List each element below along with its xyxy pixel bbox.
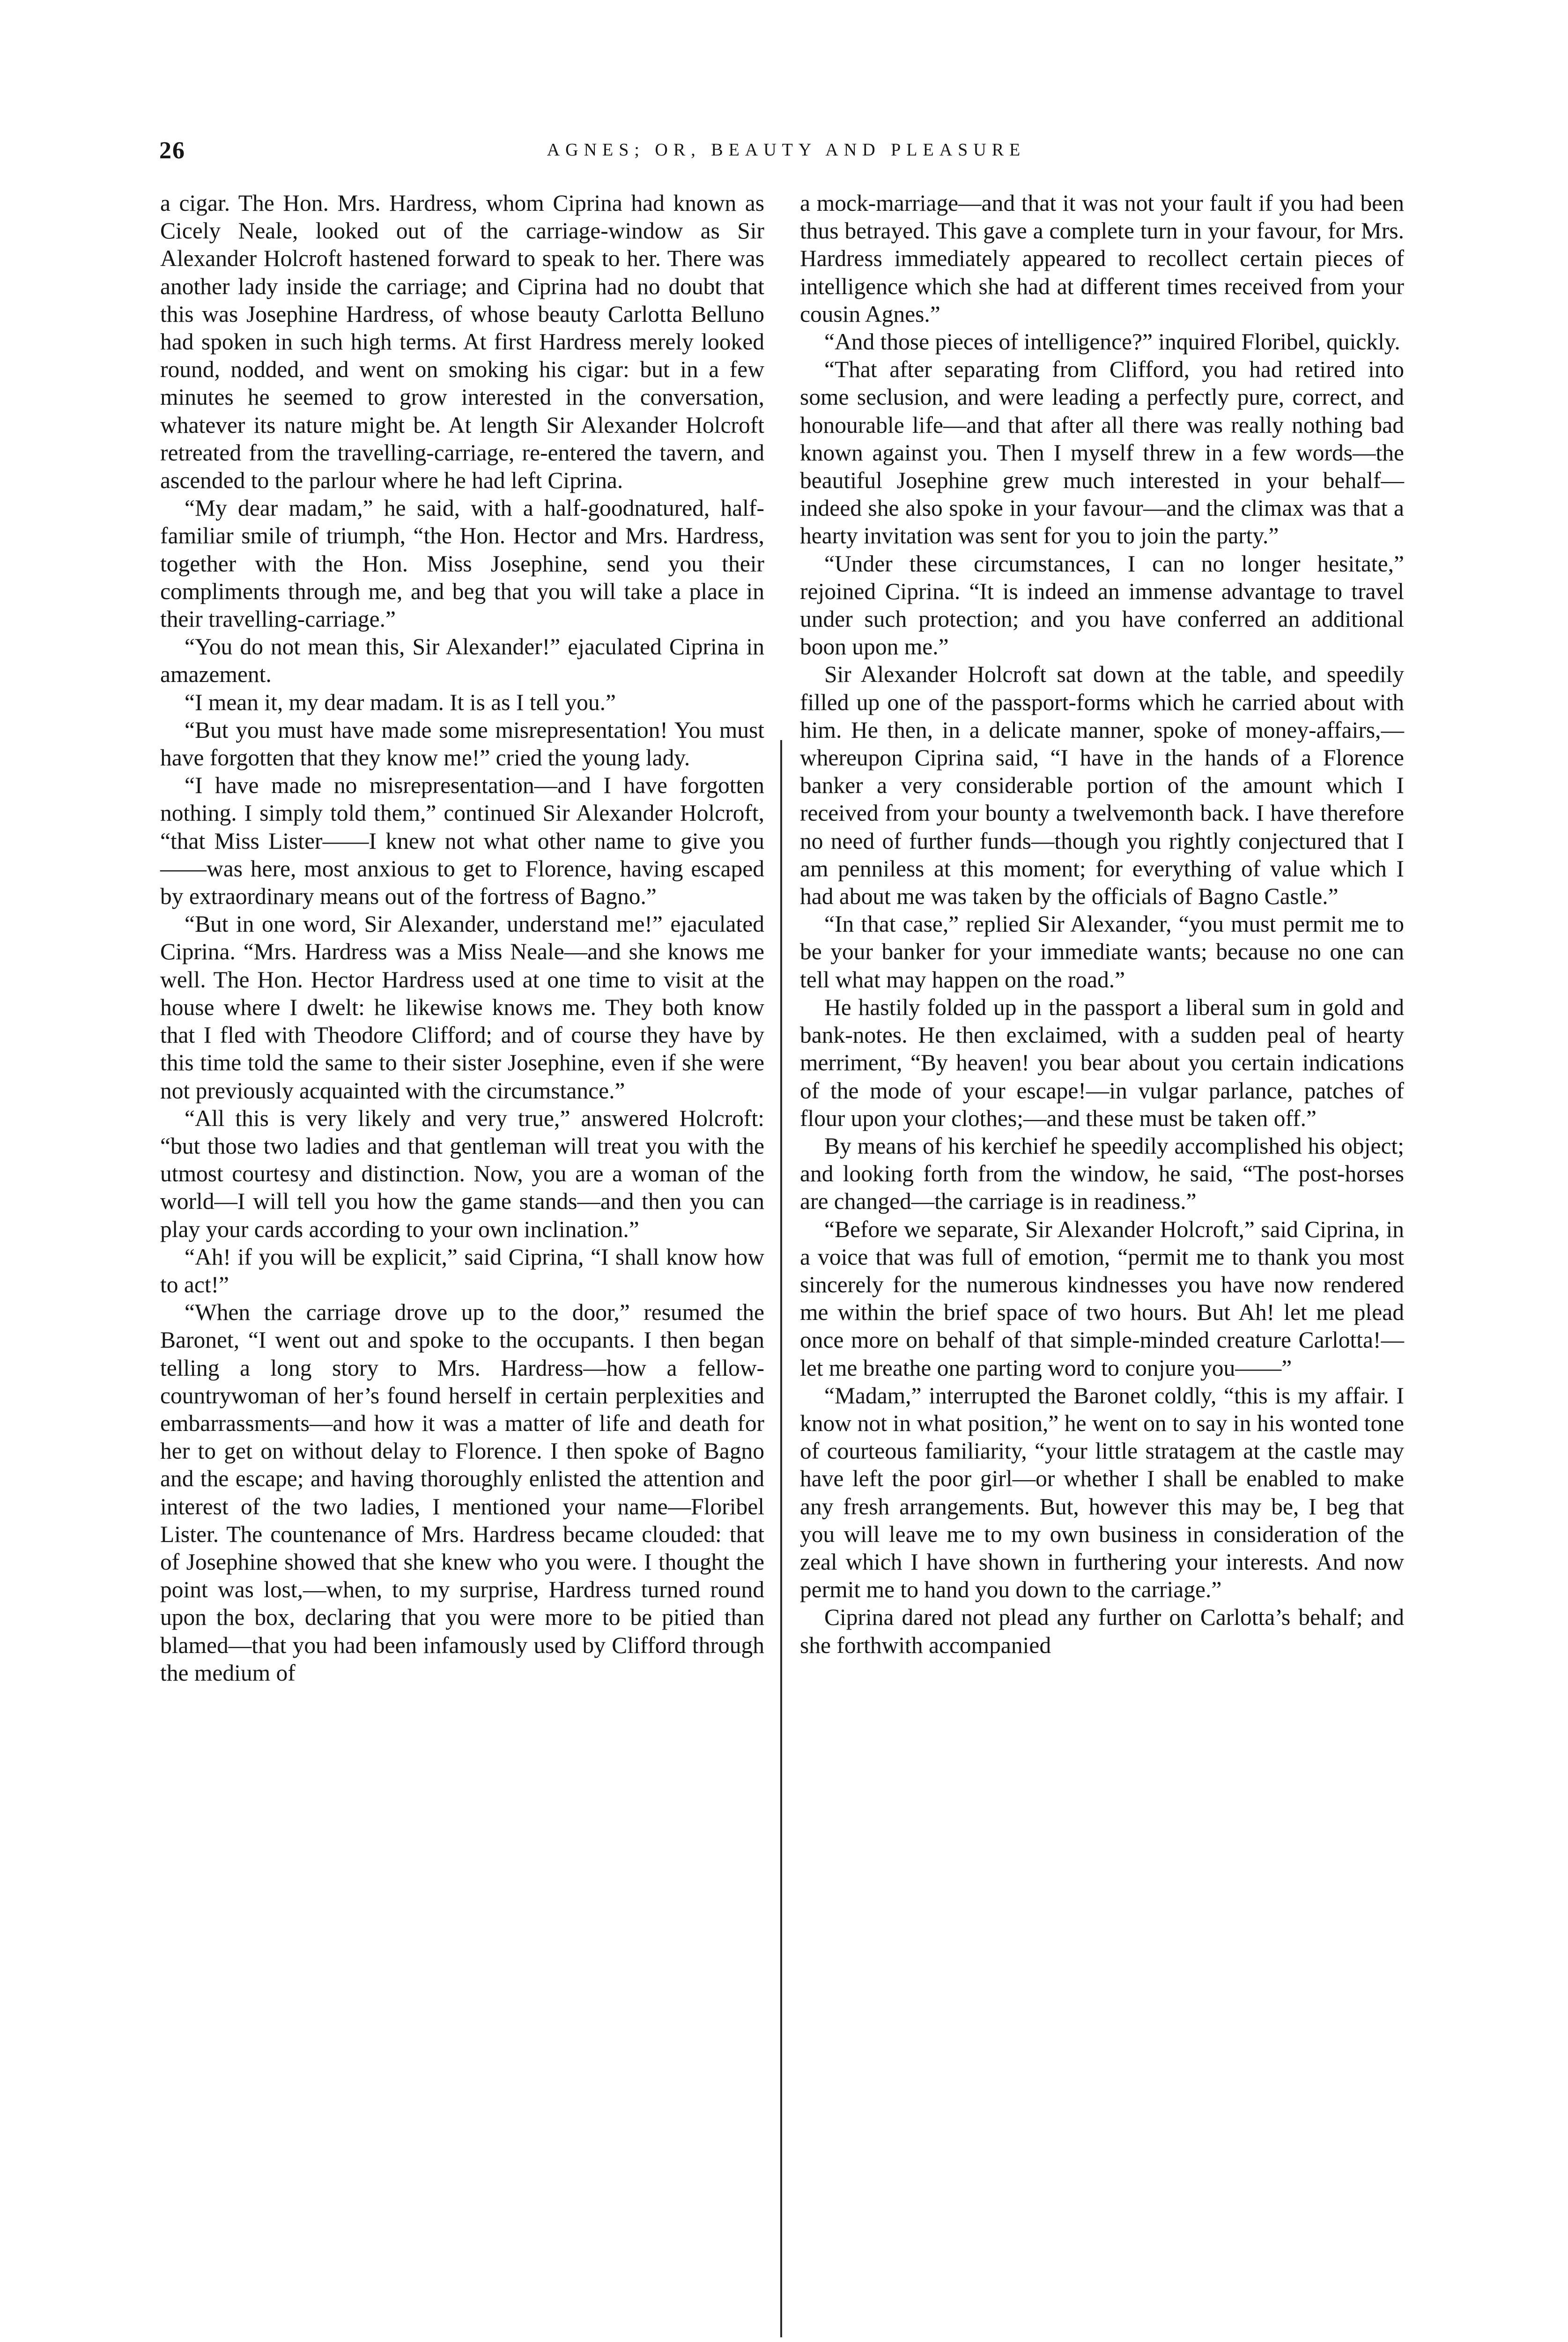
paragraph: “Under these circumstances, I can no longer hesitate,” rejoined Ciprina. “It is indeed an immense advantage to travel under such protection; and you have conferred an additional boon upon me.” [800,550,1404,660]
paragraph: “That after separating from Clifford, you had retired into some seclusion, and were leading a perfectly pure, correct, and honourable life—and that after all there was really nothing bad known against you. Then I myself threw in a few words—the beautiful Josephine grew much interested in your behalf—indeed she also spoke in your favour—and the climax was that a hearty invitation was sent for you to join the party.” [800,356,1404,549]
paragraph: “All this is very likely and very true,” answered Holcroft: “but those two ladies and that gentleman will treat you with the utmost courtesy and distinction. Now, you are a woman of the world—I will tell you how the game stands—and then you can play your cards according to your own inclination.” [160,1105,764,1242]
paragraph: “But you must have made some misrepresentation! You must have forgotten that they know me!” cried the young lady. [160,717,764,771]
paragraph: “But in one word, Sir Alexander, understand me!” ejaculated Ciprina. “Mrs. Hardress was a Miss Neale—and she knows me well. The Hon. Hector Hardress used at one time to visit at the house where I dwelt: he likewise knows me. They both know that I fled with Theodore Clifford; and of course they have by this time told the same to their sister Josephine, even if she were not previously acquainted with the circumstance.” [160,911,764,1104]
paragraph: “Madam,” interrupted the Baronet coldly, “this is my affair. I know not in what position,” he went on to say in his wonted tone of courteous familiarity, “your little stratagem at the castle may have left the poor girl—or whether I shall be enabled to make any fresh arrangements. But, however this may be, I beg that you will leave me to my own business in consideration of the zeal which I have shown in furthering your interests. And now permit me to hand you down to the carriage.” [800,1382,1404,1603]
paragraph: a mock-marriage—and that it was not your fault if you had been thus betrayed. This gave a complete turn in your favour, for Mrs. Hardress immediately appeared to recollect certain pieces of intelligence which she had at different times received from your cousin Agnes.” [800,190,1404,327]
left-column [160,189,764,1687]
paragraph: “When the carriage drove up to the door,” resumed the Baronet, “I went out and spoke to the occupants. I then began telling a long story to Mrs. Hardress—how a fellow-countrywoman of her’s found herself in certain perplexities and embarrassments—and how it was a matter of life and death for her to get on without delay to Florence. I then spoke of Bagno and the escape; and having thoroughly enlisted the attention and interest of the two ladies, I mentioned your name—Floribel Lister. The countenance of Mrs. Hardress became clouded: that of Josephine showed that she knew who you were. I thought the point was lost,—when, to my surprise, Hardress turned round upon the box, declaring that you were more to be pitied than blamed—that you had been infamously used by Clifford through the medium of [160,1299,764,1686]
paragraph: “Before we separate, Sir Alexander Holcroft,” said Ciprina, in a voice that was full of emotion, “permit me to thank you most sincerely for the numerous kindnesses you have now rendered me within the brief space of two hours. But Ah! let me plead once more on behalf of that simple-minded creature Carlotta!—let me breathe one parting word to conjure you——” [800,1216,1404,1381]
paragraph: “In that case,” replied Sir Alexander, “you must permit me to be your banker for your immediate wants; because no one can tell what may happen on the road.” [800,911,1404,993]
column-divider [780,740,782,2337]
running-title: AGNES; OR, BEAUTY AND PLEASURE [547,140,1026,160]
paragraph: He hastily folded up in the passport a liberal sum in gold and bank-notes. He then exclaimed, with a sudden peal of hearty merriment, “By heaven! you bear about you certain indications of the mode of your escape!—in vulgar parlance, patches of flour upon your clothes;—and these must be taken off.” [800,994,1404,1131]
paragraph: “I have made no misrepresentation—and I have forgotten nothing. I simply told them,” continued Sir Alexander Holcroft, “that Miss Lister——I knew not what other name to give you——was here, most anxious to get to Florence, having escaped by extraordinary means out of the fortress of Bagno.” [160,772,764,910]
paragraph: “I mean it, my dear madam. It is as I tell you.” [185,689,616,715]
paragraph: “And those pieces of intelligence?” inquired Floribel, quickly. [824,329,1400,355]
page-header [159,137,1413,170]
paragraph: “My dear madam,” he said, with a half-goodnatured, half-familiar smile of triumph, “the Hon. Hector and Mrs. Hardress, together with the Hon. Miss Josephine, send you their compliments through me, and beg that you will take a place in their travelling-carriage.” [160,495,764,632]
right-column [800,189,1404,1659]
paragraph: Ciprina dared not plead any further on Carlotta’s behalf; and she forthwith accompanied [800,1604,1404,1658]
paragraph: By means of his kerchief he speedily accomplished his object; and looking forth from the window, he said, “The post-horses are changed—the carriage is in readiness.” [800,1133,1404,1215]
paragraph: “Ah! if you will be explicit,” said Ciprina, “I shall know how to act!” [160,1244,764,1297]
paragraph: Sir Alexander Holcroft sat down at the table, and speedily filled up one of the passport-forms which he carried about with him. He then, in a delicate manner, spoke of money-affairs,—whereupon Ciprina said, “I have in the hands of a Florence banker a very considerable portion of the amount which I received from your bounty a twelvemonth back. I have therefore no need of further funds—though you rightly conjectured that I am penniless at this moment; for everything of value which I had about me was taken by the officials of Bagno Castle.” [800,661,1404,910]
paragraph: a cigar. The Hon. Mrs. Hardress, whom Ciprina had known as Cicely Neale, looked out of the carriage-window as Sir Alexander Holcroft hastened forward to speak to her. There was another lady inside the carriage; and Ciprina had no doubt that this was Josephine Hardress, of whose beauty Carlotta Belluno had spoken in such high terms. At first Hardress merely looked round, nodded, and went on smoking his cigar: but in a few minutes he seemed to grow interested in the conversation, whatever its nature might be. At length Sir Alexander Holcroft retreated from the travelling-carriage, re-entered the tavern, and ascended to the parlour where he had left Ciprina. [160,190,764,494]
page-number: 26 [159,137,185,164]
paragraph: “You do not mean this, Sir Alexander!” ejaculated Ciprina in amazement. [160,634,764,688]
